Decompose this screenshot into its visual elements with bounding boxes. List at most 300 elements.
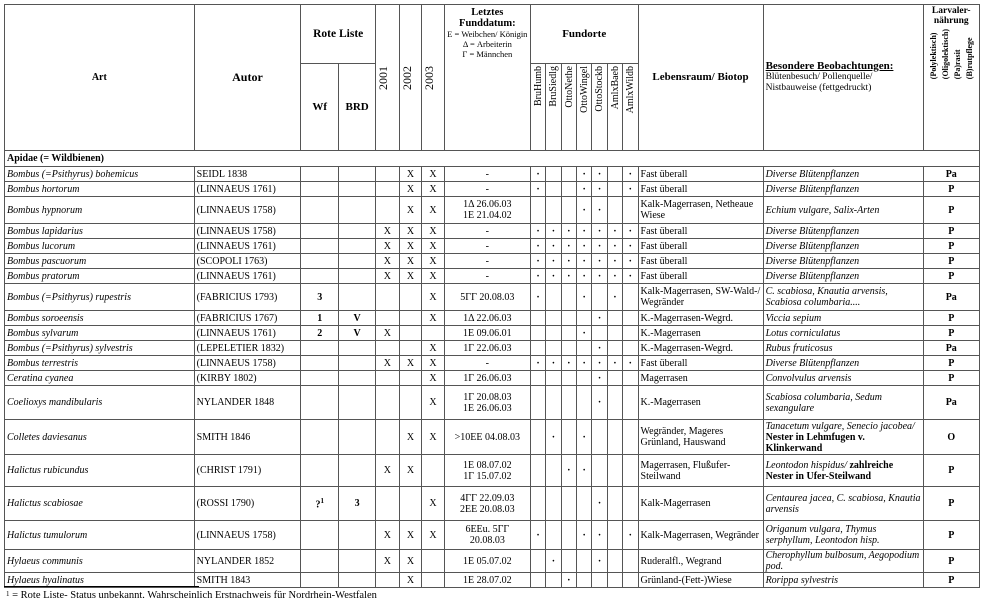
fundort-dot [577,341,592,356]
lebensraum: K.-Magerrasen-Wegrd. [638,341,763,356]
fundort-dot: · [607,356,622,371]
larval-code: P [923,182,980,197]
fundort-dot [530,487,545,521]
fundort-dot [607,455,622,487]
funddatum-entry: 6EEu. 5ΓΓ [465,524,510,535]
year-2003-mark [422,550,445,573]
fundort-dot: · [623,356,638,371]
fundort-dot [546,521,561,550]
rote-liste-brd [339,197,376,224]
year-2003-mark: X [422,420,445,455]
rote-liste-wf: 3 [301,284,339,311]
rote-liste-brd [339,254,376,269]
year-2003-mark: X [422,284,445,311]
fundort-dot [577,550,592,573]
species-name: Hylaeus hyalinatus [5,573,195,588]
fundort-dot: · [592,356,607,371]
header-wf: Wf [301,64,339,151]
rote-liste-brd [339,420,376,455]
funddatum-entry: - [485,240,489,252]
table-row [5,420,980,455]
fundort-dot: · [577,254,592,269]
year-2002-mark: X [399,269,422,284]
fundort-dot [607,420,622,455]
rote-liste-brd [339,284,376,311]
larval-col-parasit: (Pa)rasit [952,49,962,80]
header-year-2002: 2002 [399,65,414,90]
year-2001-mark [376,182,400,197]
species-author: (LINNAEUS 1758) [194,224,301,239]
fundort-dot [623,386,638,420]
rote-liste-brd [339,455,376,487]
funddatum-entry: 1E 05.07.02 [463,555,512,567]
fundort-dot [623,487,638,521]
fundort-dot [561,182,576,197]
fundort-dot [546,326,561,341]
fundort-dot: · [530,239,545,254]
header-fundort-2: OttoNethe [563,66,575,108]
funddatum [444,326,530,341]
beobachtung [763,550,923,573]
fundort-dot [546,455,561,487]
beobachtung-text: Centaurea jacea, C. scabiosa, Knautia arvensis [765,492,921,515]
header-fundort-1: BruSiedlg [548,66,560,107]
table-row [5,371,980,386]
funddatum-entry: 1Δ 26.06.03 [463,199,512,210]
species-name: Bombus hortorum [5,182,195,197]
lebensraum: Fast überall [638,269,763,284]
funddatum [444,269,530,284]
footnote-text: = Rote Liste- Status unbekannt. Wahrscheinlich Erstnachweis für Nordrhein-Westfalen [12,590,377,601]
rote-liste-wf [301,239,339,254]
year-2001-mark [376,371,400,386]
beobachtung-text: Origanum vulgara, Thymus serphyllum, Leontodon hisp. [765,524,880,546]
species-name: Bombus soroeensis [5,311,195,326]
funddatum-entry: 1E 21.04.02 [463,210,512,221]
fundort-dot: · [561,269,576,284]
rote-liste-wf [301,356,339,371]
fundort-dot [530,550,545,573]
year-2002-mark: X [399,356,422,371]
year-2002-mark: X [399,573,422,588]
beobachtung [763,311,923,326]
species-author: SMITH 1846 [194,420,301,455]
fundort-dot: · [577,356,592,371]
fundort-dot: · [607,269,622,284]
beobachtung-text: Diverse Blütenpflanzen [765,168,860,180]
beobachtung [763,420,923,455]
header-letztes-funddatum: Letztes Funddatum: [459,7,516,29]
table-row [5,311,980,326]
fundort-dot: · [530,182,545,197]
year-2003-mark: X [422,254,445,269]
year-2003-mark: X [422,371,445,386]
rote-liste-brd [339,573,376,588]
fundort-dot: · [530,167,545,182]
fundort-dot: · [623,254,638,269]
fundort-dot: · [561,455,576,487]
rote-liste-brd [339,371,376,386]
fundort-dot: · [530,521,545,550]
header-autor: Autor [194,5,301,151]
beobachtung [763,254,923,269]
fundort-dot [530,326,545,341]
lebensraum: Grünland-(Fett-)Wiese [638,573,763,588]
funddatum [444,341,530,356]
funddatum-entry: - [485,183,489,195]
beobachtung-text: Echium vulgare, Salix-Arten [765,204,880,216]
year-2002-mark: X [399,239,422,254]
funddatum-entry: 1Γ 20.08.03 [463,391,512,403]
beobachtung-text: Diverse Blütenpflanzen [765,270,860,282]
beobachtung [763,341,923,356]
fundort-dot: · [592,239,607,254]
fundort-dot [592,573,607,588]
lebensraum: Fast überall [638,239,763,254]
rote-liste-wf [301,254,339,269]
fundort-dot: · [577,326,592,341]
beobachtung-text: C. scabiosa, Knautia arvensis, Scabiosa columbaria.... [765,286,888,308]
fundort-dot [561,550,576,573]
fundort-dot: · [577,224,592,239]
year-2002-mark: X [399,550,422,573]
rote-liste-brd [339,386,376,420]
year-2003-mark [422,455,445,487]
fundort-dot: · [530,269,545,284]
species-name: Bombus (=Psithyrus) sylvestris [5,341,195,356]
rote-liste-wf [301,371,339,386]
funddatum-entry: 2EE 20.08.03 [459,503,515,515]
year-2003-mark: X [422,197,445,224]
beobachtung [763,197,923,224]
fundort-dot: · [607,239,622,254]
year-2003-mark: X [422,341,445,356]
beobachtung-text: Viccia sepium [765,312,822,324]
footnote [6,590,377,601]
lebensraum: Kalk-Magerrasen [638,487,763,521]
beobachtung [763,371,923,386]
year-2001-mark [376,487,400,521]
rote-liste-wf [301,182,339,197]
header-art: Art [5,5,195,151]
fundort-dot [623,455,638,487]
fundort-dot [577,371,592,386]
year-2001-mark [376,197,400,224]
fundort-dot [623,284,638,311]
rote-liste-brd [339,550,376,573]
rote-liste-wf [301,550,339,573]
species-name: Bombus pratorum [5,269,195,284]
funddatum [444,550,530,573]
fundort-dot [607,521,622,550]
larval-code: P [923,521,980,550]
rote-liste-brd [339,356,376,371]
fundort-dot [561,341,576,356]
table-row [5,326,980,341]
species-author: (KIRBY 1802) [194,371,301,386]
year-2002-mark [399,326,422,341]
fundort-dot: · [577,197,592,224]
rote-liste-brd [339,269,376,284]
species-name: Bombus hypnorum [5,197,195,224]
fundort-dot: · [592,167,607,182]
larval-code: Pa [923,284,980,311]
beobachtung-text: Diverse Blütenpflanzen [765,357,860,369]
year-2002-mark [399,311,422,326]
fundort-dot: · [546,239,561,254]
larval-col-poly: (Polylektisch) [928,32,938,80]
beobachtung-text: Rorippa sylvestris [765,574,839,586]
rote-liste-brd [339,167,376,182]
funddatum [444,420,530,455]
fundort-dot [561,386,576,420]
fundort-dot [623,341,638,356]
table-row [5,487,980,521]
funddatum-entry: - [485,168,489,180]
fundort-dot: · [561,254,576,269]
beobachtung-text: Cherophyllum bulbosum, Aegopodium pod. [765,550,920,572]
fundort-dot [561,371,576,386]
fundort-dot [530,197,545,224]
species-name: Bombus sylvarum [5,326,195,341]
beobachtung-text: Lotus corniculatus [765,327,841,339]
fundort-dot: · [577,455,592,487]
funddatum [444,239,530,254]
funddatum [444,573,530,588]
larval-code: P [923,269,980,284]
lebensraum: Fast überall [638,254,763,269]
funddatum-entry: 1Γ 26.06.03 [463,372,512,384]
fundort-dot [623,573,638,588]
species-author: (LINNAEUS 1761) [194,182,301,197]
year-2003-mark: X [422,167,445,182]
rote-liste-brd [339,224,376,239]
fundort-dot [607,573,622,588]
larval-code: P [923,356,980,371]
species-author: (ROSSI 1790) [194,487,301,521]
fundort-dot [607,167,622,182]
beobachtung [763,573,923,588]
species-name: Bombus pascuorum [5,254,195,269]
funddatum-entry: - [485,255,489,267]
fundort-dot: · [623,521,638,550]
beobachtung-text: Diverse Blütenpflanzen [765,225,860,237]
funddatum [444,311,530,326]
fundort-dot [530,420,545,455]
fundort-dot [577,311,592,326]
table-row [5,224,980,239]
year-2003-mark [422,573,445,588]
funddatum-entry: - [485,270,489,282]
fundort-dot [546,284,561,311]
fundort-dot: · [577,420,592,455]
header-larval: Larvaler-nährung [931,6,971,26]
fundort-dot [561,487,576,521]
year-2001-mark [376,386,400,420]
fundort-dot [623,311,638,326]
beobachtung [763,326,923,341]
rote-liste-wf [301,386,339,420]
year-2001-mark [376,311,400,326]
table-row [5,182,980,197]
species-name: Bombus terrestris [5,356,195,371]
larval-code: P [923,326,980,341]
year-2001-mark: X [376,254,400,269]
fundort-dot [546,341,561,356]
beobachtung [763,487,923,521]
lebensraum: Kalk-Magerrasen, SW-Wald-/ Wegränder [638,284,763,311]
header-beobachtungen: Besondere Beobachtungen: [765,60,894,72]
fundort-dot: · [546,420,561,455]
funddatum [444,284,530,311]
species-name: Halictus rubicundus [5,455,195,487]
fundort-dot [546,487,561,521]
beobachtung-text: Diverse Blütenpflanzen [765,183,860,195]
beobachtung [763,167,923,182]
year-2003-mark: X [422,356,445,371]
species-name: Hylaeus communis [5,550,195,573]
year-2002-mark: X [399,224,422,239]
funddatum-entry: 20.08.03 [469,535,505,546]
fundort-dot [623,550,638,573]
larval-col-brutpflege: (B)rutpflege [964,37,974,80]
larval-code: P [923,550,980,573]
table-row [5,269,980,284]
fundort-dot [561,167,576,182]
species-name: Bombus (=Psithyrus) bohemicus [5,167,195,182]
rote-liste-wf [301,224,339,239]
footnote-divider [4,586,199,587]
beobachtung [763,269,923,284]
fundort-dot [577,573,592,588]
lebensraum: Fast überall [638,182,763,197]
rote-liste-wf: 2 [301,326,339,341]
fundort-dot: · [592,197,607,224]
species-author: (FABRICIUS 1767) [194,311,301,326]
table-row [5,284,980,311]
fundort-dot: · [623,239,638,254]
fundort-dot: · [546,269,561,284]
fundort-dot [561,284,576,311]
funddatum [444,371,530,386]
fundort-dot [607,550,622,573]
table-row [5,341,980,356]
year-2001-mark [376,284,400,311]
funddatum-entry: 5ΓΓ 20.08.03 [460,291,515,303]
fundort-dot: · [530,356,545,371]
year-2003-mark [422,326,445,341]
funddatum-legend-weibchen: E = Weibchen/ Königin [447,29,528,39]
fundort-dot [607,326,622,341]
fundort-dot [607,197,622,224]
fundort-dot [607,371,622,386]
nistbauweise-text: zahlreiche Nester in Ufer-Steilwand [765,459,894,482]
year-2003-mark: X [422,182,445,197]
fundort-dot: · [577,182,592,197]
species-name: Ceratina cyanea [5,371,195,386]
fundort-dot [561,197,576,224]
beobachtung [763,182,923,197]
beobachtung-text: Tanacetum vulgare, Senecio jacobea/ [765,420,915,432]
rote-liste-brd [339,239,376,254]
year-2002-mark [399,284,422,311]
beobachtung [763,356,923,371]
year-2002-mark: X [399,521,422,550]
year-2002-mark: X [399,254,422,269]
larval-code: O [923,420,980,455]
fundort-dot [546,371,561,386]
fundort-dot: · [592,341,607,356]
larval-code: Pa [923,386,980,420]
year-2002-mark: X [399,167,422,182]
year-2003-mark: X [422,239,445,254]
larval-code: P [923,371,980,386]
header-year-2001: 2001 [376,65,391,90]
lebensraum: Wegränder, Mageres Grünland, Hauswand [638,420,763,455]
fundort-dot: · [592,269,607,284]
lebensraum: Kalk-Magerrasen, Netheaue Wiese [638,197,763,224]
funddatum-entry: 4ΓΓ 22.09.03 [460,492,515,504]
year-2001-mark: X [376,521,400,550]
fundort-dot [546,573,561,588]
fundort-dot: · [561,573,576,588]
larval-code: Pa [923,167,980,182]
larval-code: P [923,487,980,521]
year-2001-mark: X [376,455,400,487]
fundort-dot [623,420,638,455]
beobachtung [763,239,923,254]
table-row [5,550,980,573]
beobachtung [763,455,923,487]
footnote-mark: 1 [6,590,10,598]
funddatum [444,182,530,197]
header-fundort-5: AmlxBaeb [609,66,621,110]
fundort-dot [623,371,638,386]
year-2002-mark [399,341,422,356]
year-2002-mark: X [399,455,422,487]
funddatum-legend-arbeiterin: Δ = Arbeiterin [462,39,512,49]
lebensraum: Ruderalfl., Wegrand [638,550,763,573]
rote-liste-wf [301,197,339,224]
funddatum-entry: 1Δ 22.06.03 [463,312,512,324]
rote-liste-wf [301,455,339,487]
species-author: SMITH 1843 [194,573,301,588]
fundort-dot: · [546,224,561,239]
rote-liste-brd [339,521,376,550]
year-2001-mark [376,420,400,455]
fundort-dot: · [592,254,607,269]
table-row [5,197,980,224]
fundort-dot: · [623,269,638,284]
fundort-dot [607,386,622,420]
funddatum-entry: - [485,225,489,237]
funddatum [444,455,530,487]
species-name: Colletes daviesanus [5,420,195,455]
fundort-dot [607,341,622,356]
lebensraum: Fast überall [638,167,763,182]
fundort-dot [546,182,561,197]
year-2003-mark: X [422,521,445,550]
larval-code: P [923,224,980,239]
header-fundort-0: BruHumb [532,66,544,106]
fundort-dot: · [577,239,592,254]
fundort-dot: · [561,356,576,371]
larval-code: P [923,573,980,588]
fundort-dot [546,386,561,420]
fundort-dot: · [623,224,638,239]
fundort-dot: · [546,550,561,573]
rote-liste-brd: V [339,326,376,341]
